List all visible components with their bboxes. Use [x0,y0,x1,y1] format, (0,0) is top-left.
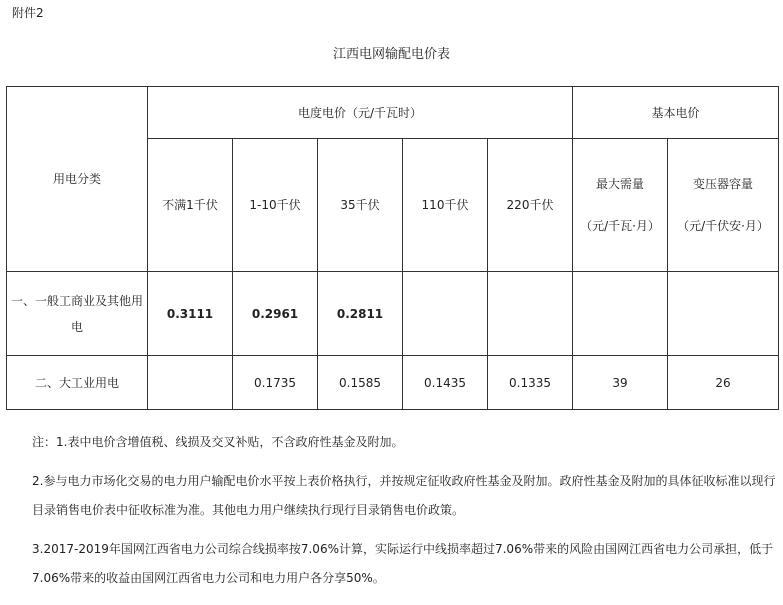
max-demand-label: 最大需量 [595,177,644,191]
price-cell: 0.3111 [148,272,233,356]
price-cell: 0.1585 [318,356,403,410]
price-cell [573,272,668,356]
note-3: 3.2017-2019年国网江西省电力公司综合线损率按7.06%计算，实际运行中线损率超过7.06%带来的风险由国网江西省电力公司承担，低于7.06%带来的收益由国网江西省电力公司和电力用户各分享50%。 [32,542,774,585]
notes-section [8,428,778,593]
attachment-label: 附件2 [12,6,44,20]
max-demand-unit: （元/千瓦·月） [580,219,660,233]
price-cell [668,272,779,356]
document-title: 江西电网输配电价表 [332,47,450,62]
note-1: 注：1.表中电价含增值税、线损及交叉补贴，不含政府性基金及附加。 [32,435,404,449]
voltage-header: 110千伏 [403,139,488,272]
energy-price-header: 电度电价（元/千瓦时） [148,87,573,139]
price-cell: 0.2811 [318,272,403,356]
voltage-header: 220千伏 [488,139,573,272]
price-cell: 0.1435 [403,356,488,410]
basic-price-header: 基本电价 [573,87,779,139]
price-cell [488,272,573,356]
category-header: 用电分类 [7,87,148,272]
note-2: 2.参与电力市场化交易的电力用户输配电价水平按上表价格执行，并按规定征收政府性基金及附加。政府性基金及附加的具体征收标准以现行目录销售电价表中征收标准为准。其他电力用户继续执行现行目录销售电价政策。 [32,474,776,517]
transformer-capacity-header [668,139,779,272]
price-cell [403,272,488,356]
category-cell: 一、一般工商业及其他用电 [7,272,148,356]
transformer-capacity-unit: （元/千伏安·月） [677,219,769,233]
price-cell: 0.2961 [233,272,318,356]
voltage-header: 不满1千伏 [148,139,233,272]
voltage-header: 35千伏 [318,139,403,272]
price-cell: 39 [573,356,668,410]
price-cell [148,356,233,410]
transformer-capacity-label: 变压器容量 [692,177,753,191]
price-cell: 0.1735 [233,356,318,410]
price-cell: 0.1335 [488,356,573,410]
category-cell: 二、大工业用电 [7,356,148,410]
price-cell: 26 [668,356,779,410]
max-demand-header [573,139,668,272]
tariff-table [6,86,779,410]
voltage-header: 1-10千伏 [233,139,318,272]
